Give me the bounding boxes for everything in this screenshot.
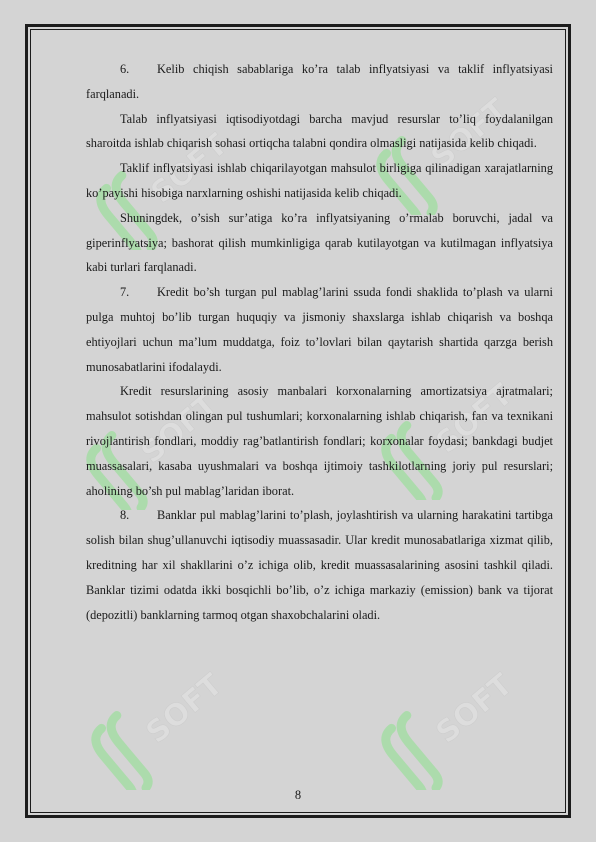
paragraph: [86, 503, 553, 627]
paragraph: [86, 156, 553, 206]
svg-text:SOFT: SOFT: [139, 667, 230, 751]
item-number: 6.: [120, 62, 130, 76]
page-number: 8: [294, 788, 302, 802]
svg-text:SOFT: SOFT: [429, 667, 520, 751]
paragraph-text: Taklif inflyatsiyasi ishlab chiqarilayotgan mahsulot birligiga qilinadigan xarajatlarning ko’payishi hisobiga narxlarning oshishi natijasida kelib chiqadi.: [86, 161, 553, 200]
svg-text:SOFT: SOFT: [429, 377, 520, 461]
item-number: 8.: [120, 508, 130, 523]
paragraph-text: Banklar pul mablag’larini to’plash, joylashtirish va ularning harakatini tartibga solish bilan shug’ullanuvchi iqtisodiy muassasadir. Ular kredit munosabatlariga xizmat qilib, kreditning har xil shakllarini o’z ichiga olib, kredit muassasalarining asosini tashkil qiladi. Banklar tizimi odatda ikki bosqichli bo’lib, o’z ichiga markaziy (emission) bank va tijorat (depozitli) banklarning tarmoq otgan shaxobchalarini oladi.: [86, 508, 553, 622]
paragraph-text: Kredit resurslarining asosiy manbalari korxonalarning amortizatsiya ajratmalari; mahsulot sotishdan olingan pul tushumlari; korxonalarning ishlab chiqarish, fan va texnikani rivojlantirish fondlari, moddiy rag’batlantirish fondlari; korxonalar foydasi; bankdagi budjet muassasalari, kasaba uyushmalari va boshqa ijtimoiy tashkilotlarning joriy pul resurslari; aholining bo’sh pul mablag’laridan iborat.: [86, 384, 553, 498]
paragraph: [86, 379, 553, 503]
svg-text:SOFT: SOFT: [424, 92, 515, 176]
paragraph: [86, 107, 553, 157]
svg-text:SOFT: SOFT: [134, 387, 225, 471]
paragraph: [86, 280, 553, 379]
paragraph: [86, 206, 553, 280]
paragraph-text: Kredit bo’sh turgan pul mablag’larini ssuda fondi shaklida to’plash va ularni pulga muhtoj bo’lib turgan huquqiy va jismoniy shaxslarga ishlab chiqarish va boshqa ehtiyojlari uchun ma’lum muddatga, foiz to’lovlari bilan qaytarish shartida qarzga berish munosabatlarini ifodalaydi.: [86, 285, 553, 374]
document-body: [86, 57, 553, 627]
paragraph-text: Shuningdek, o’sish sur’atiga ko’ra inflyatsiyaning o’rmalab boruvchi, jadal va giperinflyatsiya; bashorat qilish mumkinligiga qarab kutilayotgan va kutilmagan inflyatsiya kabi turlari farqlanadi.: [86, 210, 553, 275]
paragraph: [86, 57, 553, 107]
svg-text:SOFT: SOFT: [144, 127, 235, 211]
item-number: 7.: [120, 285, 130, 300]
paragraph-text: Kelib chiqish sabablariga ko’ra talab inflyatsiyasi va taklif inflyatsiyasi farqlanadi.: [86, 62, 553, 101]
paragraph-text: Talab inflyatsiyasi iqtisodiyotdagi barcha mavjud resurslar to’liq foydalanilgan sharoitda ishlab chiqarish sohasi ortiqcha talabni qondira olmasligi natijasida kelib chiqadi.: [86, 111, 553, 151]
